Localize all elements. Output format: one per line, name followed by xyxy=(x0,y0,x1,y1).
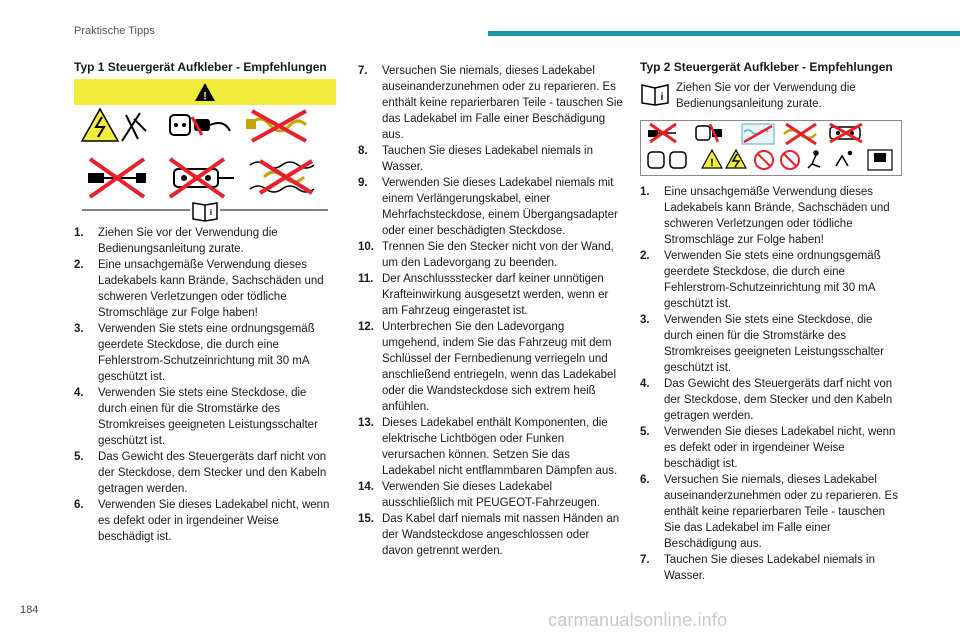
no-fire-fumes-icon xyxy=(250,161,314,193)
manual-note: Ziehen Sie vor der Verwendung die Bedienungsanleitung zurate. xyxy=(676,82,856,110)
header-accent-bar xyxy=(488,31,960,36)
type1-sticker xyxy=(74,79,336,223)
list-item: 6. Versuchen Sie niemals, dieses Ladekabel auseinanderzunehmen oder zu reparieren. Es enthält keine reparierbaren Teile - tauschen Sie das Ladekabel im Falle einer Beschädigung aus. xyxy=(640,474,898,550)
list-item: 11. Der Anschlussstecker darf keiner unnötigen Krafteinwirkung ausgesetzt werden, wenn er am Fahrzeug eingerastet ist. xyxy=(358,273,609,317)
type1-list-continued xyxy=(358,63,623,559)
list-item: 13. Dieses Ladekabel enthält Komponenten, die elektrische Lichtbögen oder Funken verursachen können. Setzen Sie das Ladekabel nicht entflammbaren Dämpfen aus. xyxy=(358,417,618,477)
list-item: 15. Das Kabel darf niemals mit nassen Händen an der Wandsteckdose angeschlossen oder davon getrennt werden. xyxy=(358,513,620,557)
list-item: 9. Verwenden Sie dieses Ladekabel niemals mit einem Verlängerungskabel, einer Mehrfachsteckdose, einem Übergangsadapter oder einer beschädigten Steckdose. xyxy=(358,177,618,237)
type2-heading: Typ 2 Steuergerät Aufkleber - Empfehlungen xyxy=(640,60,893,74)
list-item: 4. Das Gewicht des Steuergeräts darf nicht von der Steckdose, dem Stecker und den Kabeln getragen werden. xyxy=(640,378,893,422)
list-item: 8. Tauchen Sie dieses Ladekabel niemals in Wasser. xyxy=(358,145,593,173)
type1-heading: Typ 1 Steuergerät Aufkleber - Empfehlungen xyxy=(74,60,327,74)
list-item: 2. Verwenden Sie stets eine ordnungsgemäß geerdete Steckdose, die durch eine Fehlerstrom-Schutzeinrichtung mit 30 mA geschützt ist. xyxy=(640,250,881,310)
outlet-plug-icon xyxy=(170,115,230,135)
list-item: 4. Verwenden Sie stets eine Steckdose, die durch einen für die Stromstärke des Stromkreises geeigneten Leistungsschalter geschützt ist. xyxy=(74,387,318,447)
list-item: 6. Verwenden Sie dieses Ladekabel nicht, wenn es defekt oder in irgendeiner Weise beschädigt ist. xyxy=(74,499,330,543)
list-item: 14. Verwenden Sie dieses Ladekabel ausschließlich mit PEUGEOT-Fahrzeugen. xyxy=(358,481,600,509)
list-item: 3. Verwenden Sie stets eine Steckdose, die durch einen für die Stromstärke des Stromkreises geeigneten Leistungsschalter geschützt ist. xyxy=(640,314,884,374)
type2-sticker xyxy=(640,120,902,176)
no-extension-cord-icon xyxy=(246,111,306,141)
no-power-strip-icon xyxy=(170,159,234,197)
list-item: 3. Verwenden Sie stets eine ordnungsgemäß geerdete Steckdose, die durch eine Fehlerstrom-Schutzeinrichtung mit 30 mA geschützt ist. xyxy=(74,323,315,383)
list-item: 1. Eine unsachgemäße Verwendung dieses Ladekabels kann Brände, Sachschäden und schweren Verletzungen oder tödliche Stromschläge zur Folge haben! xyxy=(640,186,890,246)
list-item: 1. Ziehen Sie vor der Verwendung die Bedienungsanleitung zurate. xyxy=(74,227,278,255)
manual-book-icon xyxy=(193,203,217,221)
type2-list xyxy=(640,184,902,584)
no-hand-cable-icon xyxy=(122,113,146,141)
no-plug-icon xyxy=(88,159,146,197)
svg-text:i: i xyxy=(209,208,213,217)
page-number: 184 xyxy=(20,604,39,616)
electric-shock-icon xyxy=(82,109,118,141)
list-item: 7. Tauchen Sie dieses Ladekabel niemals in Wasser. xyxy=(640,554,875,582)
section-title: Praktische Tipps xyxy=(74,25,155,37)
list-item: 12. Unterbrechen Sie den Ladevorgang umgehend, indem Sie das Fahrzeug mit dem Schlüssel der Fernbedienung verriegeln und anschließend entriegeln, wenn das Ladekabel oder die Wandsteckdose sich extrem heiß anfühlen. xyxy=(358,321,616,413)
svg-text:!: ! xyxy=(203,90,207,103)
type1-list xyxy=(74,225,336,545)
svg-text:i: i xyxy=(660,92,664,103)
manual-book-icon xyxy=(640,82,670,106)
watermark: carmanualsonline.info xyxy=(548,610,728,630)
list-item: 7. Versuchen Sie niemals, dieses Ladekabel auseinanderzunehmen oder zu reparieren. Es enthält keine reparierbaren Teile - tauschen Sie das Ladekabel im Falle einer Beschädigung aus. xyxy=(358,65,623,141)
svg-text:!: ! xyxy=(710,157,714,169)
no-water-icon xyxy=(742,124,774,144)
list-item: 5. Das Gewicht des Steuergeräts darf nicht von der Steckdose, dem Stecker und den Kabeln getragen werden. xyxy=(74,451,327,495)
list-item: 10. Trennen Sie den Stecker nicht von der Wand, um den Ladevorgang zu beenden. xyxy=(358,241,614,269)
list-item: 5. Verwenden Sie dieses Ladekabel nicht, wenn es defekt oder in irgendeiner Weise beschädigt ist. xyxy=(640,426,896,470)
list-item: 2. Eine unsachgemäße Verwendung dieses Ladekabels kann Brände, Sachschäden und schweren Verletzungen oder tödliche Stromschläge zur Folge haben! xyxy=(74,259,324,319)
